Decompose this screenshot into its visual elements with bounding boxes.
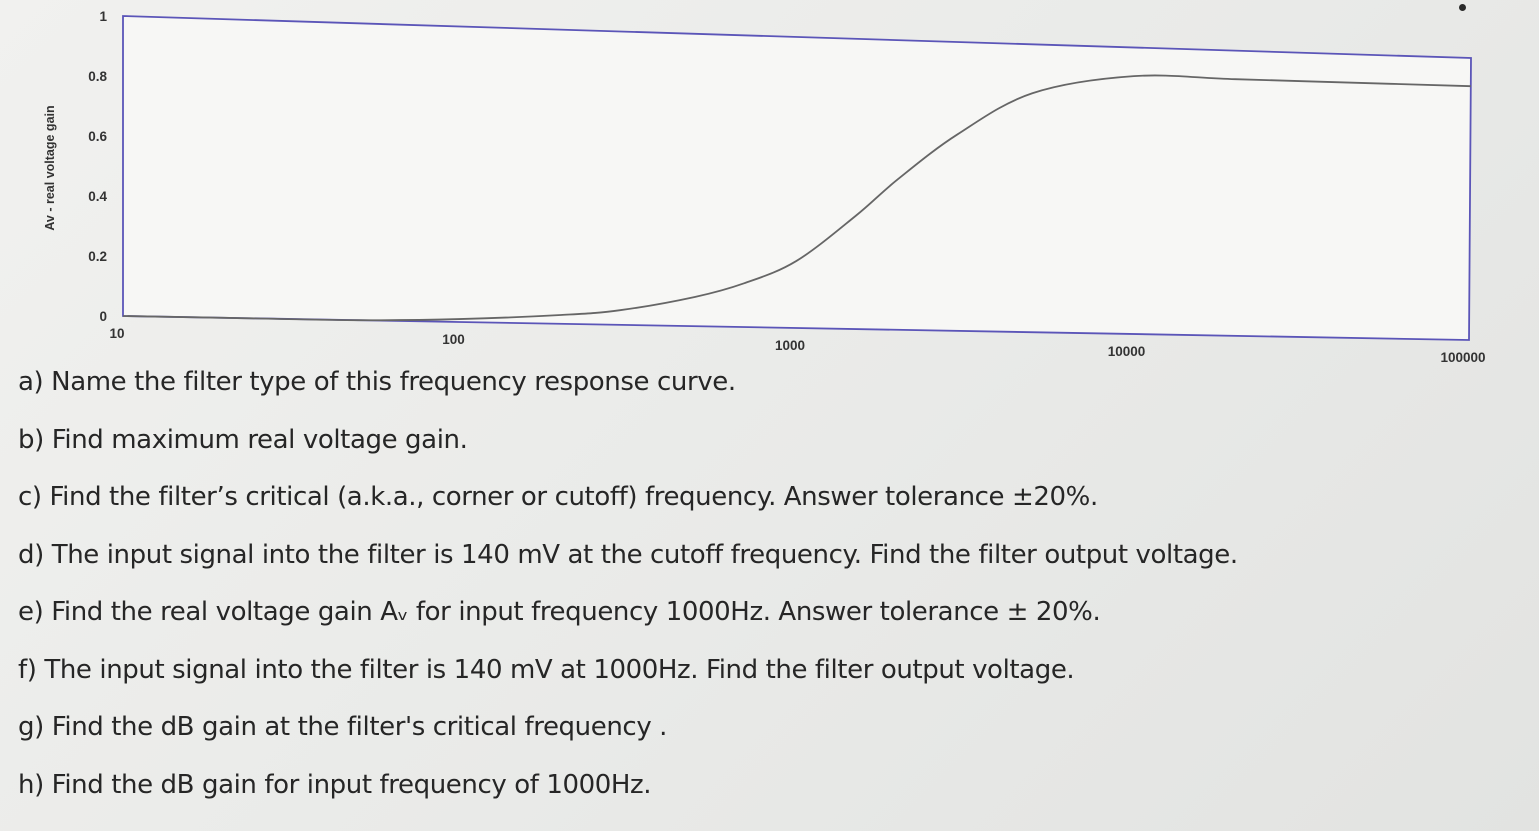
y-tick-label: 0.8 [88,69,107,84]
frequency-response-chart [0,0,1539,370]
y-tick-label: 0.2 [88,249,107,264]
x-tick-label: 10000 [1107,344,1146,359]
y-tick-label: 0.6 [88,129,107,144]
x-tick-label: 100 [442,332,465,347]
question-list [18,362,1238,822]
question-item: g) Find the dB gain at the filter's critical frequency . [18,712,668,742]
question-item: b) Find maximum real voltage gain. [18,424,468,455]
y-axis-label: Av - real voltage gain [43,105,57,231]
question-item: f) The input signal into the filter is 140 mV at 1000Hz. Find the filter output voltage. [18,654,1075,685]
question-item: a) Name the filter type of this frequency response curve. [18,367,736,397]
question-item: h) Find the dB gain for input frequency of 1000Hz. [18,769,652,800]
x-tick-label: 10 [109,326,125,341]
question-item: d) The input signal into the filter is 140 mV at the cutoff frequency. Find the filter output voltage. [18,539,1238,570]
plot-frame [123,16,1471,340]
question-item: c) Find the filter’s critical (a.k.a., corner or cutoff) frequency. Answer tolerance ±20%. [18,482,1098,512]
y-tick-label: 1 [99,9,107,24]
y-tick-label: 0 [99,309,107,324]
x-tick-label: 100000 [1440,350,1486,365]
overflow-menu-icon[interactable] [1459,4,1466,11]
question-item: e) Find the real voltage gain Aᵥ for input frequency 1000Hz. Answer tolerance ± 20%. [18,597,1101,627]
x-tick-label: 1000 [774,338,806,353]
y-tick-label: 0.4 [88,189,107,204]
plot-area [123,16,1471,340]
